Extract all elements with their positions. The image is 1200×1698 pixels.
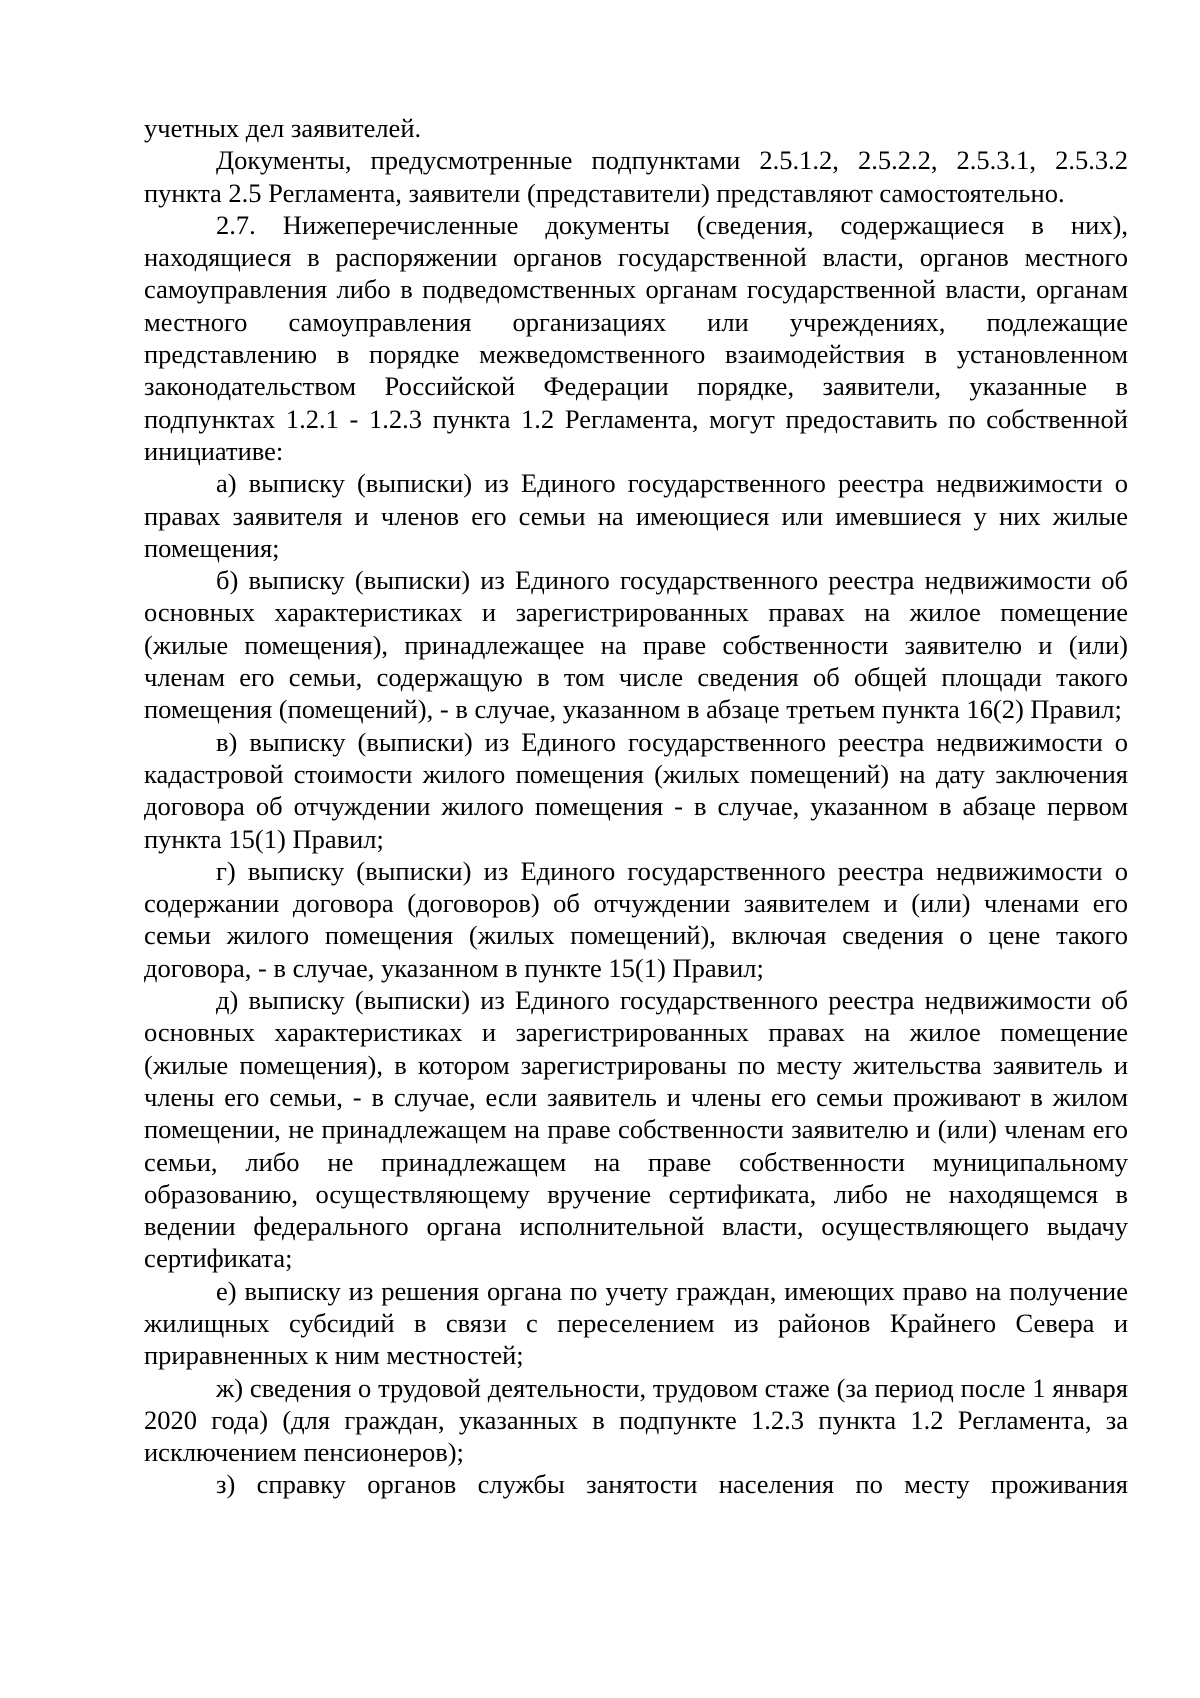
list-item-g: г) выписку (выписки) из Единого государственного реестра недвижимости о содержании договора (договоров) об отчуждении заявителем и (или) членами его семьи жилого помещения (жилых помещений), включая сведения о цене такого договора, - в случае, указанном в пункте 15(1) Правил;: [144, 855, 1128, 983]
list-item-z: з) справку органов службы занятости населения по месту проживания: [216, 1469, 1128, 1500]
paragraph-continuation: учетных дел заявителей.: [144, 113, 422, 143]
paragraph-documents-submitted: Документы, предусмотренные подпунктами 2.5.1.2, 2.5.2.2, 2.5.3.1, 2.5.3.2 пункта 2.5 Регламента, заявители (представители) представляют самостоятельно.: [144, 145, 1128, 208]
list-item-zh: ж) сведения о трудовой деятельности, трудовом стаже (за период после 1 января 2020 года) (для граждан, указанных в подпункте 1.2.3 пункта 1.2 Регламента, за исключением пенсионеров);: [144, 1372, 1128, 1468]
list-item-a: а) выписку (выписки) из Единого государственного реестра недвижимости о правах заявителя и членов его семьи на имеющиеся или имевшиеся у них жилые помещения;: [144, 468, 1128, 563]
list-item-d: д) выписку (выписки) из Единого государственного реестра недвижимости об основных характеристиках и зарегистрированных правах на жилое помещение (жилые помещения), в котором зарегистрированы по месту жительства заявитель и члены его семьи, - в случае, если заявитель и члены его семьи проживают в жилом помещении, не принадлежащем на праве собственности заявителю и (или) членам его семьи, либо не принадлежащем на праве собственности муниципальному образованию, осуществляющему вручение сертификата, либо не находящемся в ведении федерального органа исполнительной власти, осуществляющего выдачу сертификата;: [144, 985, 1128, 1274]
document-body: [144, 112, 1128, 1501]
paragraph-2-7: 2.7. Нижеперечисленные документы (сведения, содержащиеся в них), находящиеся в распоряжении органов государственной власти, органов местного самоуправления либо в подведомственных органам государственной власти, органам местного самоуправления организациях или учреждениях, подлежащие представлению в порядке межведомственного взаимодействия в установленном законодательством Российской Федерации порядке, заявители, указанные в подпунктах 1.2.1 - 1.2.3 пункта 1.2 Регламента, могут предоставить по собственной инициативе:: [144, 209, 1128, 466]
list-item-b: б) выписку (выписки) из Единого государственного реестра недвижимости об основных характеристиках и зарегистрированных правах на жилое помещение (жилые помещения), принадлежащее на праве собственности заявителю и (или) членам его семьи, содержащую в том числе сведения об общей площади такого помещения (помещений), - в случае, указанном в абзаце третьем пункта 16(2) Правил;: [144, 565, 1128, 725]
list-item-v: в) выписку (выписки) из Единого государственного реестра недвижимости о кадастровой стоимости жилого помещения (жилых помещений) на дату заключения договора об отчуждении жилого помещения - в случае, указанном в абзаце первом пункта 15(1) Правил;: [144, 726, 1128, 854]
list-item-e: е) выписку из решения органа по учету граждан, имеющих право на получение жилищных субсидий в связи с переселением из районов Крайнего Севера и приравненных к ним местностей;: [144, 1275, 1128, 1371]
